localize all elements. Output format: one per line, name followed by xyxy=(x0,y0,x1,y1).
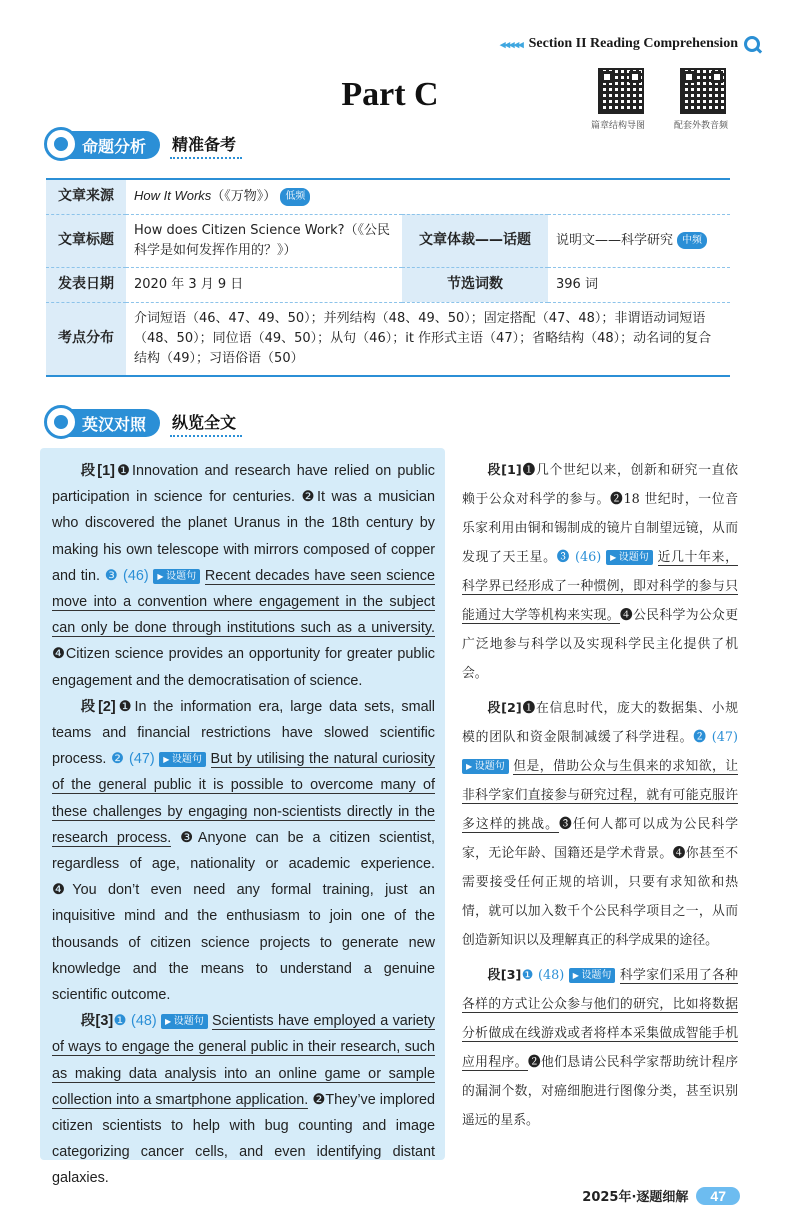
sentence: ❶In the information era, large data sets, small teams and financial restrictions have slowed scientific process. xyxy=(52,698,436,768)
page-footer xyxy=(582,1186,740,1205)
page-number: 47 xyxy=(696,1187,740,1205)
chinese-paragraph-2 xyxy=(462,694,738,955)
frequency-tag: 低频 xyxy=(280,188,310,206)
table-row xyxy=(46,179,730,214)
sentence: ❶Innovation and research have relied on public participation in science for centuries. xyxy=(52,463,436,506)
table-row xyxy=(46,267,730,302)
sentence: ❷It was a musician who discovered the planet Uranus in the 18th century by making his own telescope with mirrors composed of copper and tin. xyxy=(52,489,436,584)
article-info-table xyxy=(46,178,730,377)
header-section-title: Section II Reading Comprehension xyxy=(528,36,738,51)
qr-label-audio: 配套外教音频 xyxy=(674,121,729,131)
sentence: ❸任何人都可以成为公民科学家，无论年龄、国籍还是学术背景。❹你甚至不需要接受任何正规的培训，只要有求知欲和热情，就可以加入数千个公民科学项目之一，从而创造新知识以及理解真正的科学成果的途径。 xyxy=(462,817,739,948)
section-pill-label: 英汉对照 xyxy=(82,414,147,434)
genre-value: 说明文——科学研究 xyxy=(556,232,674,248)
sentence: ❶在信息时代，庞大的数据集、小规模的团队和资金限制减缓了科学进程。 xyxy=(462,701,738,745)
english-paragraph-1 xyxy=(52,458,435,694)
magnifier-icon xyxy=(744,36,760,52)
sentence: ❹Citizen science provides an opportunity for greater public engagement and the democratisation of science. xyxy=(52,646,435,689)
table-row xyxy=(46,214,730,267)
points-value: 介词短语（46、47、49、50）；并列结构（48、49、50）；固定搭配（47、48）；非谓语动词短语（48、50）；同位语（49、50）；从句（46）；it 作形式主语（47）；省略结构（48）；动名词的复合结构（49）；习语俗语（50） xyxy=(134,310,712,366)
question-number: ❸ (46) xyxy=(556,550,602,565)
question-sentence: Recent decades have seen science move into a convention where engagement in the subject can only be done through institutions such as a university. xyxy=(52,567,436,637)
question-flag-icon: ▶ 设题句 xyxy=(153,569,200,584)
chinese-paragraph-1 xyxy=(462,456,738,688)
source-label: 文章来源 xyxy=(46,179,126,214)
date-value: 2020 年 3 月 9 日 xyxy=(126,267,402,302)
paragraph-label: 段[3] xyxy=(80,1013,114,1030)
frequency-tag: 中频 xyxy=(677,232,707,250)
wordcount-label: 节选词数 xyxy=(402,267,548,302)
question-number: ❶ (48) xyxy=(113,1013,157,1030)
header-arrows: ◂◂◂◂◂ xyxy=(500,38,523,51)
table-row xyxy=(46,302,730,376)
genre-cell xyxy=(548,214,730,267)
sentence: ❷他们恳请公民科学家帮助统计程序的漏洞个数，对癌细胞进行图像分类，甚至识别遥远的星系。 xyxy=(462,1055,739,1128)
section-heading-analysis xyxy=(46,128,242,162)
source-value: How It Works xyxy=(134,188,212,204)
qr-label-structure: 篇章结构导图 xyxy=(591,121,646,131)
question-flag-icon: ▶ 设题句 xyxy=(569,968,616,983)
source-cell xyxy=(126,179,730,214)
question-flag-icon: ▶ 设题句 xyxy=(159,752,206,767)
question-number: ❸ (46) xyxy=(104,567,149,584)
english-paragraph-3 xyxy=(52,1008,435,1191)
chinese-text-column xyxy=(462,456,738,1135)
footer-text: 2025年·逐题细解 xyxy=(582,1190,689,1205)
section-pill-analysis xyxy=(46,131,160,159)
paragraph-label: 段[1] xyxy=(487,463,522,478)
paragraph-label: 段[2] xyxy=(487,701,522,716)
english-paragraph-2 xyxy=(52,694,435,1008)
sentence: ❹公民科学为公众更广泛地参与科学以及实现科学民主化提供了机会。 xyxy=(462,608,738,681)
question-number: ❶ (48) xyxy=(521,968,565,983)
sentence: ❶几个世纪以来，创新和研究一直依赖于公众对科学的参与。❷18 世纪时，一位音乐家利用由铜和锡制成的镜片自制望远镜，从而发现了天王星。 xyxy=(462,463,738,565)
genre-label: 文章体裁——话题 xyxy=(402,214,548,267)
running-header xyxy=(500,36,760,52)
title-value: How does Citizen Science Work?（《公民科学是如何发挥作用的？》） xyxy=(126,214,402,267)
question-sentence: 但是，借助公众与生俱来的求知欲，让非科学家们直接参与研究过程，就有可能克服许多这样的挑战。 xyxy=(462,759,739,832)
question-flag-icon: ▶ 设题句 xyxy=(606,550,653,565)
question-number: ❷ (47) xyxy=(693,730,738,745)
qr-code-audio[interactable] xyxy=(680,68,726,114)
question-number: ❷ (47) xyxy=(110,751,155,768)
question-flag-icon: ▶ 设题句 xyxy=(462,759,509,774)
question-sentence: Scientists have employed a variety of ways to engage the general public in their research, such as making data analysis into an online game or sample collection into a smartphone application. xyxy=(52,1013,435,1108)
question-flag-icon: ▶ 设题句 xyxy=(161,1014,208,1029)
title-label: 文章标题 xyxy=(46,214,126,267)
paragraph-label: 段[1] xyxy=(80,463,115,479)
sentence: ❷They’ve implored citizen scientists to help with bug counting and image categorizing cancer cells, and even identifying distant galaxies. xyxy=(52,1091,435,1187)
wordcount-value: 396 词 xyxy=(548,267,730,302)
part-title: Part C xyxy=(341,76,439,113)
section-pill-bilingual xyxy=(46,409,160,437)
section-heading-bilingual xyxy=(46,406,242,440)
paragraph-label: 段[2] xyxy=(80,698,116,715)
magnifier-icon xyxy=(44,127,78,161)
source-cn: （《万物》） xyxy=(211,189,277,205)
chinese-paragraph-3 xyxy=(462,961,738,1135)
question-sentence: But by utilising the natural curiosity of the general public it is possible to overcome many of these challenges by engaging non-scientists directly in the research process. xyxy=(52,751,435,846)
question-sentence: 近几十年来，科学界已经形成了一种惯例，即对科学的参与只能通过大学等机构来实现。 xyxy=(462,550,738,623)
section-subtitle: 精准备考 xyxy=(170,132,242,159)
date-label: 发表日期 xyxy=(46,267,126,302)
qr-code-structure[interactable] xyxy=(598,68,644,114)
magnifier-icon xyxy=(44,405,78,439)
section-pill-label: 命题分析 xyxy=(82,136,147,156)
sentence: ❸Anyone can be a citizen scientist, regardless of age, nationality or academic experience. ❹You don’t even need any formal training, just an inquisitive mind and the enthusiasm to join one of the thousands of citizen science projects to generate new knowledge and the means to understand a genuine scientific outcome. xyxy=(52,829,436,1004)
points-label: 考点分布 xyxy=(46,302,126,376)
english-text-panel xyxy=(40,448,445,1187)
paragraph-label: 段[3] xyxy=(487,968,522,983)
section-subtitle: 纵览全文 xyxy=(170,410,242,437)
question-sentence: 科学家们采用了各种各样的方式让公众参与他们的研究，比如将数据分析做成在线游戏或者将样本采集做成智能手机应用程序。 xyxy=(462,968,738,1070)
